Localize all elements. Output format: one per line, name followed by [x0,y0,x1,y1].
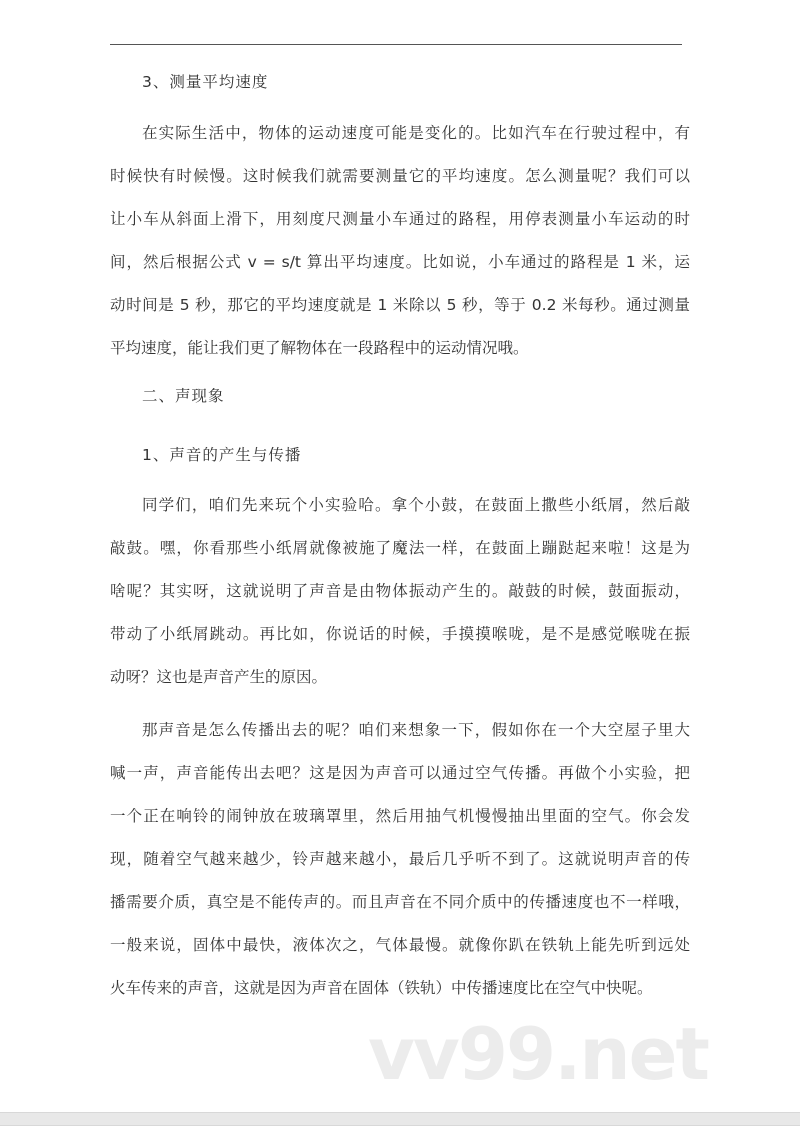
paragraph-line: 敲鼓。嘿，你看那些小纸屑就像被施了魔法一样，在鼓面上蹦跶起来啦！这是为 [110,539,690,557]
paragraph-line: 平均速度，能让我们更了解物体在一段路程中的运动情况哦。 [110,339,529,357]
paragraph-line: 带动了小纸屑跳动。再比如，你说话的时候，手摸摸喉咙，是不是感觉喉咙在振 [110,625,690,643]
section-heading: 3、测量平均速度 [142,73,269,91]
paragraph-line: 时候快有时候慢。这时候我们就需要测量它的平均速度。怎么测量呢？我们可以 [110,167,690,185]
paragraph-line: 那声音是怎么传播出去的呢？咱们来想象一下，假如你在一个大空屋子里大 [142,721,690,739]
page-separator [0,1112,800,1126]
header-rule [110,44,682,45]
paragraph [110,484,690,699]
paragraph-line: 播需要介质，真空是不能传声的。而且声音在不同介质中的传播速度也不一样哦， [110,893,690,911]
paragraph-line: 同学们，咱们先来玩个小实验哈。拿个小鼓，在鼓面上撒些小纸屑，然后敲 [142,496,690,514]
paragraph-line: 让小车从斜面上滑下，用刻度尺测量小车通过的路程，用停表测量小车运动的时 [110,210,690,228]
paragraph-line: 动呀？这也是声音产生的原因。 [110,668,328,686]
paragraph-line: 一般来说，固体中最快，液体次之，气体最慢。就像你趴在铁轨上能先听到远处 [110,936,690,954]
paragraph-line: 一个正在响铃的闹钟放在玻璃罩里，然后用抽气机慢慢抽出里面的空气。你会发 [110,807,690,825]
paragraph-line: 啥呢？其实呀，这就说明了声音是由物体振动产生的。敲鼓的时候，鼓面振动， [110,582,690,600]
paragraph-line: 喊一声，声音能传出去吧？这是因为声音可以通过空气传播。再做个小实验，把 [110,764,690,782]
paragraph-line: 现，随着空气越来越少，铃声越来越小，最后几乎听不到了。这就说明声音的传 [110,850,690,868]
paragraph-line: 间，然后根据公式 v = s/t 算出平均速度。比如说，小车通过的路程是 1 米，运 [110,253,690,271]
paragraph-line: 在实际生活中，物体的运动速度可能是变化的。比如汽车在行驶过程中，有 [142,124,690,142]
paragraph [110,112,690,370]
paragraph-line: 动时间是 5 秒，那它的平均速度就是 1 米除以 5 秒，等于 0.2 米每秒。通过测量 [110,296,690,314]
paragraph-line: 火车传来的声音，这就是因为声音在固体（铁轨）中传播速度比在空气中快呢。 [110,979,653,997]
document-body [110,61,690,1010]
watermark: vv99.net [368,1012,708,1096]
section-heading: 1、声音的产生与传播 [142,446,302,464]
section-heading: 二、声现象 [142,387,225,405]
paragraph [110,709,690,1010]
